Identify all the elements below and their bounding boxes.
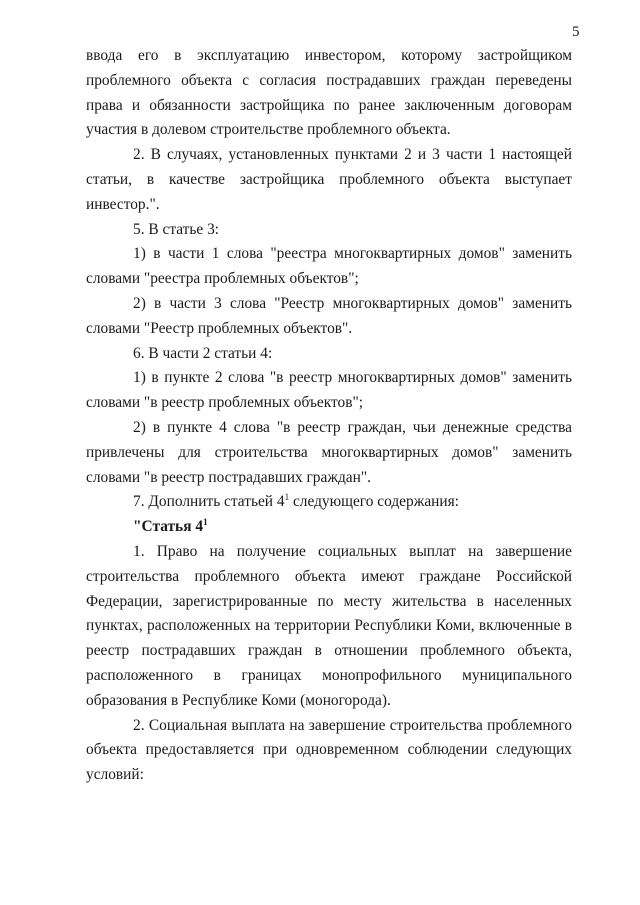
article-heading [86, 515, 572, 540]
paragraph-item-2: 2. В случаях, установленных пунктами 2 и 3 части 1 настоящей статьи, в качестве застройщика проблемного объекта выступает инвестор.". [86, 146, 572, 213]
paragraph-subitem-5-1: 1) в части 1 слова "реестра многоквартирных домов" заменить словами "реестра проблемных объектов"; [86, 245, 572, 288]
article-heading-text: "Статья 4 [133, 518, 204, 536]
paragraph-item-5: 5. В статье 3: [133, 220, 220, 238]
paragraph-continuation: ввода его в эксплуатацию инвестором, которому застройщиком проблемного объекта с согласия пострадавших граждан переведены права и обязанности застройщика по ранее заключенным договорам участия в долевом строительстве проблемного объекта. [86, 47, 572, 139]
superscript: 1 [284, 492, 290, 503]
paragraph-subitem-6-2: 2) в пункте 4 слова "в реестр граждан, чьи денежные средства привлечены для строительства многоквартирных домов" заменить словами "в реестр пострадавших граждан". [86, 418, 572, 486]
article-paragraph-1: 1. Право на получение социальных выплат на завершение строительства проблемного объекта имеют граждане Российской Федерации, зарегистрированные по месту жительства в населенных пунктах, расположенных на территории Республики Коми, включенные в реестр пострадавших граждан в отношении проблемного объекта, расположенного в границах монопрофильного муниципального образования в Республике Коми (моногорода). [86, 542, 572, 709]
article-paragraph-2: 2. Социальная выплата на завершение строительства проблемного объекта предоставляется при одновременном соблюдении следующих условий: [86, 716, 572, 784]
article-heading-superscript: 1 [203, 517, 208, 528]
paragraph-subitem-5-2: 2) в части 3 слова "Реестр многоквартирных домов" заменить словами "Реестр проблемных объектов". [86, 294, 572, 337]
paragraph-item-7-tail: следующего содержания: [289, 493, 459, 511]
paragraph-subitem-6-1: 1) в пункте 2 слова "в реестр многоквартирных домов" заменить словами "в реестр проблемных объектов"; [86, 369, 572, 412]
paragraph-item-7-text: 7. Дополнить статьей 4 [133, 493, 285, 511]
paragraph-item-7 [86, 490, 572, 515]
page-number: 5 [572, 24, 580, 40]
paragraph-item-6: 6. В части 2 статьи 4: [133, 344, 273, 362]
document-body [86, 44, 572, 788]
